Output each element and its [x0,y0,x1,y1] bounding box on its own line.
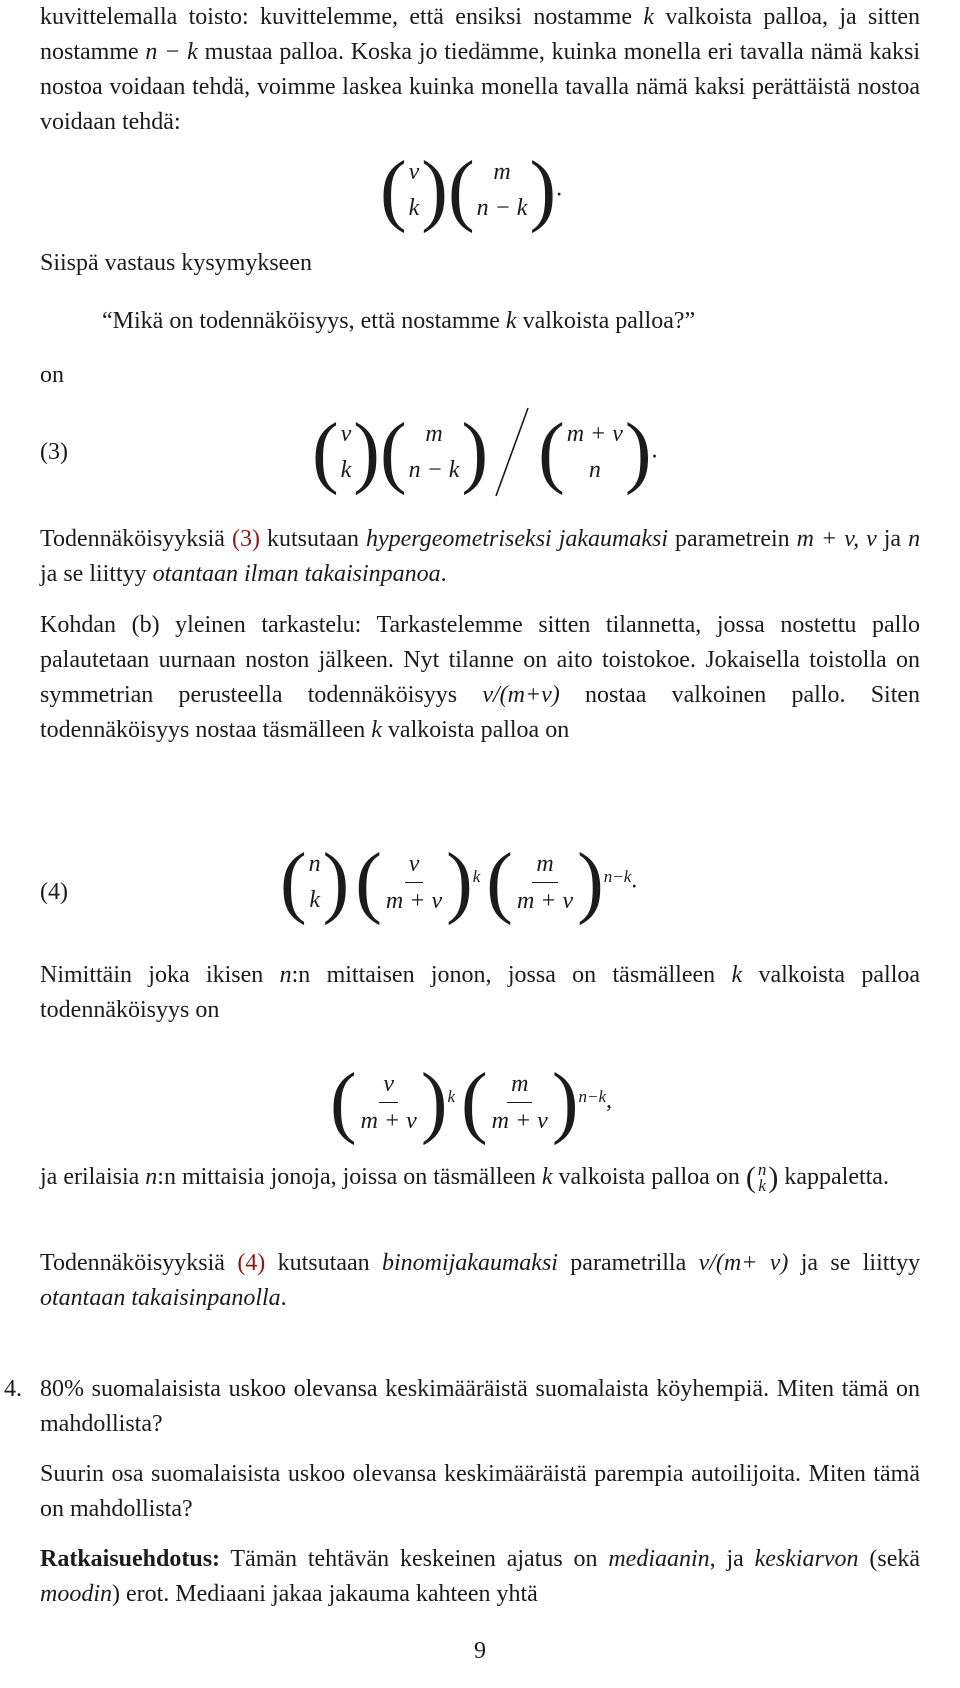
equation-ref-3[interactable]: (3) [231,526,260,552]
solution-paragraph: Ratkaisuehdotus: Tämän tehtävän keskeinen ajatus on mediaanin, ja keskiarvon (sekä moodin) erot. Mediaani jakaa jakauma kahteen yhtä [40,1546,921,1607]
math-inline: n − k [145,39,198,65]
exercise-text-2: Suurin osa suomalaisista uskoo olevansa keskimääräistä parempia autoilijoita. Miten tämä on mahdollista? [40,1461,920,1522]
erilaisia-paragraph: ja erilaisia n:n mittaisia jonoja, joissa on täsmälleen k valkoista palloa on ( n k ) kappaletta. [40,1160,889,1196]
equation-4: ( n k ) ( $\frac{v}{m + v}$ ) $^k$ ( $\frac{m}{m + v}$ ) $^{n-k}$ . [280,838,638,926]
item-number: 4. [4,1376,22,1402]
text: valkoista palloa, ja sitten nostamme [40,4,921,65]
nimittain-paragraph: Nimittäin joka ikisen n:n mittaisen jonon, jossa on täsmälleen k valkoista palloa todennäköisyys on [40,962,921,1023]
text: mustaa palloa. Koska jo tiedämme, kuinka monella eri tavalla nämä kaksi nostoa voidaan tehdä, voimme laskea kuinka monella tavalla nämä kaksi perättäistä nostoa voidaan tehdä: [40,39,921,135]
hypergeometric-paragraph: Todennäköisyyksiä (3) kutsutaan hypergeometriseksi jakaumaksi parametrein m + v, v ja n ja se liittyy otantaan ilman takaisinpanoa. [40,526,921,587]
equation-pair: ( v k ) ( m n − k ) . [380,146,563,234]
page-number: 9 [474,1638,486,1664]
binomial-paragraph: Todennäköisyyksiä (4) kutsutaan binomijakaumaksi parametrilla v/(m+ v) ja se liittyy otantaan takaisinpanolla. [40,1250,921,1311]
division-slash [488,404,538,500]
question-line: “Mikä on todennäköisyys, että nostamme k valkoista palloa?” [102,308,696,334]
text: kuvittelemalla toisto: kuvittelemme, että ensiksi nostamme [40,4,632,30]
siispa-line: Siispä vastaus kysymykseen [40,250,312,276]
math-inline: k [643,4,654,30]
inline-binomial: ( n k ) [745,1160,779,1196]
exercise-text-1: 80% suomalaisista uskoo olevansa keskimääräistä suomalaista köyhempiä. Miten tämä on mahdollista? [40,1376,920,1437]
kohdan-paragraph: Kohdan (b) yleinen tarkastelu: Tarkastelemme sitten tilannetta, jossa nostettu pallo palautetaan uurnaan noston jälkeen. Nyt tilanne on aito toistokoe. Jokaisella toistolla on symmetrian perusteella todennäköisyys v/(m+v) nostaa valkoinen pallo. Siten todennäköisyys nostaa täsmälleen k valkoista palloa on [40,612,921,743]
equation-number-4: (4) [40,879,68,905]
equation-3: ( v k ) ( m n − k ) ( m + v n ) . [312,404,658,500]
solution-label: Ratkaisuehdotus: [40,1546,221,1572]
equation-ref-4[interactable]: (4) [237,1250,266,1276]
equation-product: ( $\frac{v}{m + v}$ ) $^k$ ( $\frac{m}{m + v}$ ) $^{n-k}$ , [330,1058,613,1146]
equation-number-3: (3) [40,439,68,465]
intro-paragraph [40,0,920,140]
on-word: on [40,362,64,388]
exercise-item-4 [4,1372,921,1612]
